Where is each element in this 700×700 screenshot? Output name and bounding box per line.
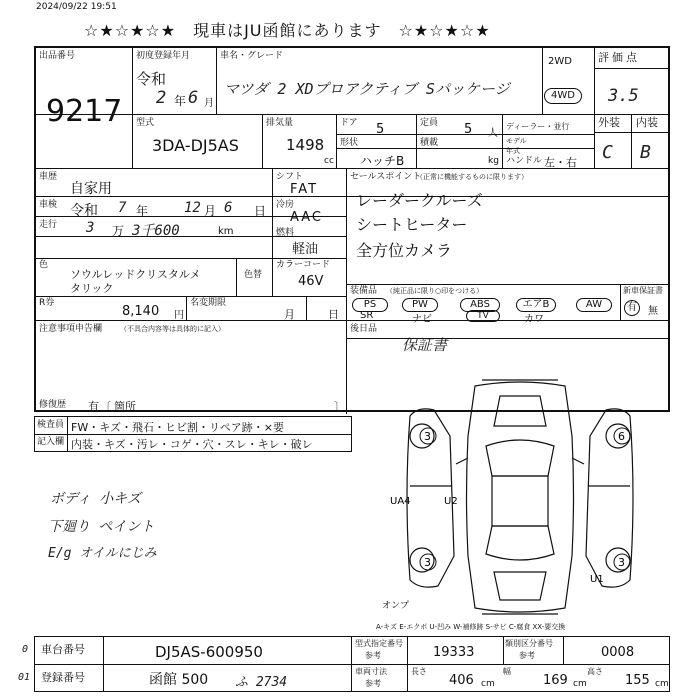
- color-change-label: 色替: [244, 270, 263, 280]
- fuel: 軽油: [292, 242, 319, 257]
- recycle-fee: 8,140: [122, 304, 160, 319]
- history-label: 車歴: [39, 172, 58, 182]
- drive-4wd-circled: 4WD: [544, 88, 582, 104]
- color-code-label: カラーコード: [276, 260, 331, 270]
- repair-label: 修復歴: [39, 400, 67, 410]
- shift-label: シフト: [276, 172, 304, 182]
- load-label: 積載: [420, 138, 439, 148]
- later-value: 保証書: [402, 336, 448, 354]
- doors-label: ドア: [340, 118, 358, 128]
- handle-label: ハンドル: [506, 156, 543, 166]
- chassis-number: DJ5AS-600950: [155, 643, 263, 661]
- first-reg-label: 初度登録年月: [136, 51, 191, 61]
- sales-point-3: 全方位カメラ: [356, 241, 453, 260]
- history: 自家用: [70, 181, 112, 197]
- side-mark-0: 0: [22, 644, 29, 655]
- aircon: AAC: [290, 210, 323, 225]
- inspection-year: 7: [118, 200, 127, 216]
- width: 169: [543, 673, 568, 688]
- mark-u2: U2: [444, 496, 458, 507]
- handnote-1: ボディ 小キズ: [50, 491, 142, 507]
- exterior-grade: C: [602, 142, 613, 163]
- equip-sr: SR: [360, 310, 374, 321]
- mileage-man: 3: [86, 220, 95, 236]
- model-name: マツダ 2 XDプロアクティブ Sパッケージ: [224, 80, 510, 98]
- handle: 左・右: [544, 156, 577, 169]
- chassis-label: 車台番号: [41, 643, 85, 656]
- sales-point-1: レーダークルーズ: [356, 191, 483, 210]
- mileage-label: 走行: [39, 220, 58, 230]
- first-reg-year: 2: [156, 88, 167, 108]
- plate-label: 登録番号: [41, 671, 85, 684]
- shape: ハッチB: [360, 154, 405, 168]
- diagram-legend: A-キズ E-エクボ U-凹み W-補修跡 S-サビ C-腐食 XX-要交換: [376, 623, 566, 631]
- inspector-legend: 検査員 記入欄 FW・キズ・飛石・ヒビ割・リペア跡・×要 内装・キズ・汚レ・コゲ・穴・スレ・キレ・破レ: [34, 416, 352, 452]
- mark-ua4: UA4: [390, 496, 411, 507]
- equip-aw: AW: [576, 298, 612, 312]
- interior-label: 内装: [636, 116, 658, 129]
- type-number: 19333: [433, 645, 475, 660]
- sales-point-2: シートヒーター: [356, 215, 468, 234]
- interior-grade: B: [640, 142, 651, 163]
- warranty-label: 新車保証書: [623, 286, 663, 295]
- color-label: 色: [39, 260, 49, 270]
- warranty-yes-circled: 有: [624, 300, 640, 316]
- drive-2wd: 2WD: [548, 56, 572, 67]
- capacity-label: 定員: [420, 118, 439, 128]
- equip-tv: TV: [466, 310, 500, 322]
- inspection-day: 6: [224, 200, 233, 216]
- lot-number: 9217: [46, 94, 123, 129]
- car-damage-diagram: [382, 376, 650, 622]
- color-code: 46V: [298, 274, 324, 289]
- legend-row2: 内装・キズ・汚レ・コゲ・穴・スレ・キレ・破レ: [71, 438, 313, 451]
- inspection-label: 車検: [39, 200, 58, 210]
- equip-navi: ナビ: [412, 314, 432, 325]
- model-code-label: 型式: [136, 118, 155, 128]
- equip-abs: ABS: [460, 298, 500, 312]
- displacement: 1498: [286, 136, 325, 154]
- length: 406: [449, 673, 474, 688]
- first-reg-era: 令和: [136, 70, 167, 88]
- color-line1: ソウルレッドクリスタルメ: [70, 268, 201, 281]
- handnote-2: 下廻り ペイント: [48, 519, 155, 535]
- timestamp: 2024/09/22 19:51: [36, 2, 117, 12]
- equip-leather: カワ: [524, 314, 544, 325]
- evaluation-label: 評価点: [598, 51, 640, 64]
- mileage-rest: 3千600: [132, 223, 180, 239]
- dealer-label: ディーラー・並行: [506, 122, 570, 131]
- equip-airbag: エアB: [516, 298, 556, 312]
- aircon-label: 冷房: [276, 200, 295, 210]
- capacity: 5: [464, 122, 473, 137]
- displacement-label: 排気量: [266, 118, 294, 128]
- fuel-label: 燃料: [276, 228, 295, 238]
- side-mark-01: 01: [18, 672, 31, 683]
- color-line2: タリック: [70, 282, 114, 295]
- vehicle-id-table: 車台番号 DJ5AS-600950 登録番号 函館 500 ふ 2734 型式指定番号 参考 19333 類別区分番号 参考 0008 車両寸法 参考 長さ 406 cm 幅 169 cm 高さ 155 cm: [34, 636, 670, 692]
- ownership-label: 名変期限: [190, 298, 227, 308]
- mark-front-right: 6: [618, 430, 625, 443]
- later-label: 後日品: [350, 324, 378, 334]
- evaluation-score: 3.5: [608, 86, 639, 106]
- shape-label: 形状: [340, 138, 359, 148]
- recycle-label: R券: [39, 298, 55, 308]
- height: 155: [625, 673, 650, 688]
- equip-ps: PS: [352, 298, 388, 312]
- model-label: 車名・グレード: [220, 51, 284, 61]
- equipment-label: 装備品: [350, 286, 378, 296]
- shift: FAT: [290, 182, 319, 197]
- mark-rear-right: 3: [618, 556, 625, 569]
- legend-row1: FW・キズ・飛石・ヒビ割・リペア跡・×要: [71, 421, 284, 434]
- repair-value: 有: [88, 400, 99, 413]
- model-year-label: モデル年式: [506, 137, 527, 155]
- sales-label: セールスポイント: [350, 172, 422, 182]
- warranty-no: 無: [648, 306, 658, 317]
- mark-rear-left: 3: [424, 556, 431, 569]
- mark-bumper: オンプ: [382, 601, 410, 611]
- mark-u1: U1: [590, 574, 604, 585]
- equip-pw: PW: [402, 298, 438, 312]
- model-code: 3DA-DJ5AS: [152, 136, 239, 155]
- first-reg-month: 6: [188, 88, 199, 108]
- inspection-month: 12: [184, 200, 201, 216]
- plate-number: 函館 500: [149, 672, 209, 688]
- plate-hand: ふ 2734: [235, 675, 288, 690]
- mark-front-left: 3: [424, 430, 431, 443]
- lot-number-label: 出品番号: [39, 51, 76, 61]
- handnote-3: E/g オイルにじみ: [48, 546, 157, 561]
- notes-label: 注意事項申告欄: [39, 324, 103, 334]
- location-banner: ☆★☆★☆★ 現車はJU函館にあります ☆★☆★☆★: [84, 21, 491, 40]
- class-number: 0008: [601, 645, 635, 660]
- inspection-sheet: 出品番号 9217 初度登録年月 令和 2 年 6 月 車名・グレード マツダ 2 XDプロアクティブ Sパッケージ 2WD 4WD 評価点 3.5 外装 内装 C B 型式 3DA-DJ5AS 排気量 1498 cc ドア 5 定員 5 人 ディーラー・並行 モデル年式 形状 ハッチB 積載 kg ハンドル 左・右 車歴 自家用 車検 令和 7 年 12 月 6 日 走行 3 万 3千600 km 色 ソウルレッドクリスタルメ タリック 色替 カラーコード 46V シフト FAT 冷房 AAC 燃料 軽油 R券 8,140 円 名変期限 月 日 注意事項申告欄 （不具合内容等は具体的に記入） 修復歴 有 〔 箇所 〕 セールスポイント （正常に機能するものに限ります） レーダークルーズ シートヒーター 全方位カメラ 装備品 （純正品に限り○印をつける） PS PW ABS エアB AW SR ナビ TV カワ 新車保証書 有 無 後日品 保証書: [34, 46, 670, 412]
- doors: 5: [376, 122, 385, 137]
- exterior-label: 外装: [598, 116, 620, 129]
